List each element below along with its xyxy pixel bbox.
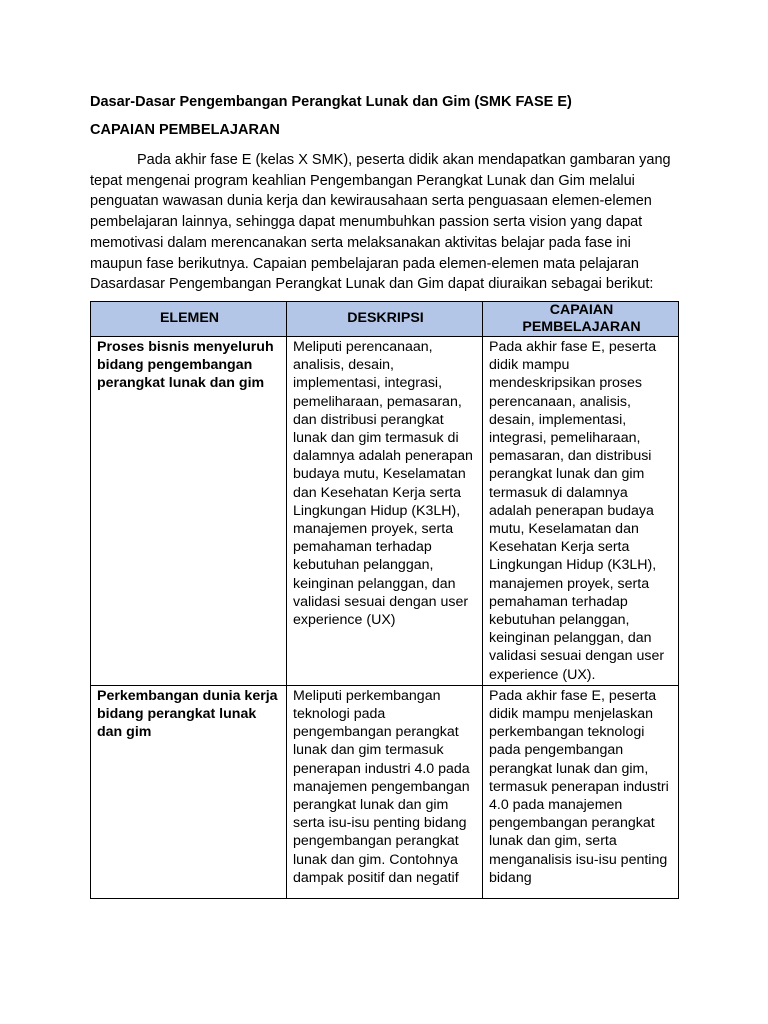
intro-paragraph: Pada akhir fase E (kelas X SMK), peserta didik akan mendapatkan gambaran yang tepat mengenai program keahlian Pengembangan Perangkat Lunak dan Gim melalui penguatan wawasan dunia kerja dan kewirausahaan serta penguasaan elemen-elemen pembelajaran lainnya, sehingga dapat menumbuhkan passion serta vision yang dapat memotivasi dalam merencanakan serta melaksanakan aktivitas belajar pada fase ini maupun fase berikutnya. Capaian pembelajaran pada elemen-elemen mata pelajaran Dasardasar Pengembangan Perangkat Lunak dan Gim dapat diuraikan sebagai berikut: — [90, 152, 671, 293]
deskripsi-cell: Meliputi perencanaan, analisis, desain, implementasi, integrasi, pemeliharaan, pemasaran, dan distribusi perangkat lunak dan gim termasuk di dalamnya adalah penerapan budaya mutu, Keselamatan dan Kesehatan Kerja serta Lingkungan Hidup (K3LH), manajemen proyek, serta pemahaman terhadap kebutuhan pelanggan, keinginan pelanggan, dan validasi sesuai dengan user experience (UX) — [287, 336, 483, 685]
document-page — [90, 92, 678, 899]
header-elemen: ELEMEN — [91, 301, 287, 336]
header-capaian: CAPAIAN PEMBELAJARAN — [483, 301, 679, 336]
capaian-text: Pada akhir fase E, peserta didik mampu menjelaskan perkembangan teknologi pada pengembangan perangkat lunak dan gim, termasuk penerapan industri 4.0 pada manajemen pengembangan perangkat lunak dan gim, serta menganalisis isu-isu penting bidang — [489, 687, 669, 886]
capaian-table — [90, 301, 679, 899]
table-row — [91, 336, 679, 685]
capaian-cell — [483, 685, 679, 898]
header-deskripsi: DESKRIPSI — [287, 301, 483, 336]
elemen-cell: Proses bisnis menyeluruh bidang pengembangan perangkat lunak dan gim — [91, 336, 287, 685]
elemen-cell — [91, 685, 287, 898]
table-row — [91, 685, 679, 898]
elemen-text: Perkembangan dunia kerja bidang perangkat lunak dan gim — [97, 687, 278, 741]
deskripsi-text: Meliputi perkembangan teknologi pada pengembangan perangkat lunak dan gim termasuk penerapan industri 4.0 pada manajemen pengembangan perangkat lunak dan gim serta isu-isu penting bidang pengembangan perangkat lunak dan gim. Contohnya dampak positif dan negatif — [293, 687, 470, 886]
capaian-cell: Pada akhir fase E, peserta didik mampu mendeskripsikan proses perencanaan, analisis, desain, implementasi, integrasi, pemeliharaan, pemasaran, dan distribusi perangkat lunak dan gim termasuk di dalamnya adalah penerapan budaya mutu, Keselamatan dan Kesehatan Kerja serta Lingkungan Hidup (K3LH), manajemen proyek, serta pemahaman terhadap kebutuhan pelanggan, keinginan pelanggan, dan validasi sesuai dengan user experience (UX). — [483, 336, 679, 685]
deskripsi-cell — [287, 685, 483, 898]
table-header-row — [91, 301, 679, 336]
section-heading: CAPAIAN PEMBELAJARAN — [90, 122, 280, 138]
document-title: Dasar-Dasar Pengembangan Perangkat Lunak dan Gim (SMK FASE E) — [90, 94, 572, 110]
